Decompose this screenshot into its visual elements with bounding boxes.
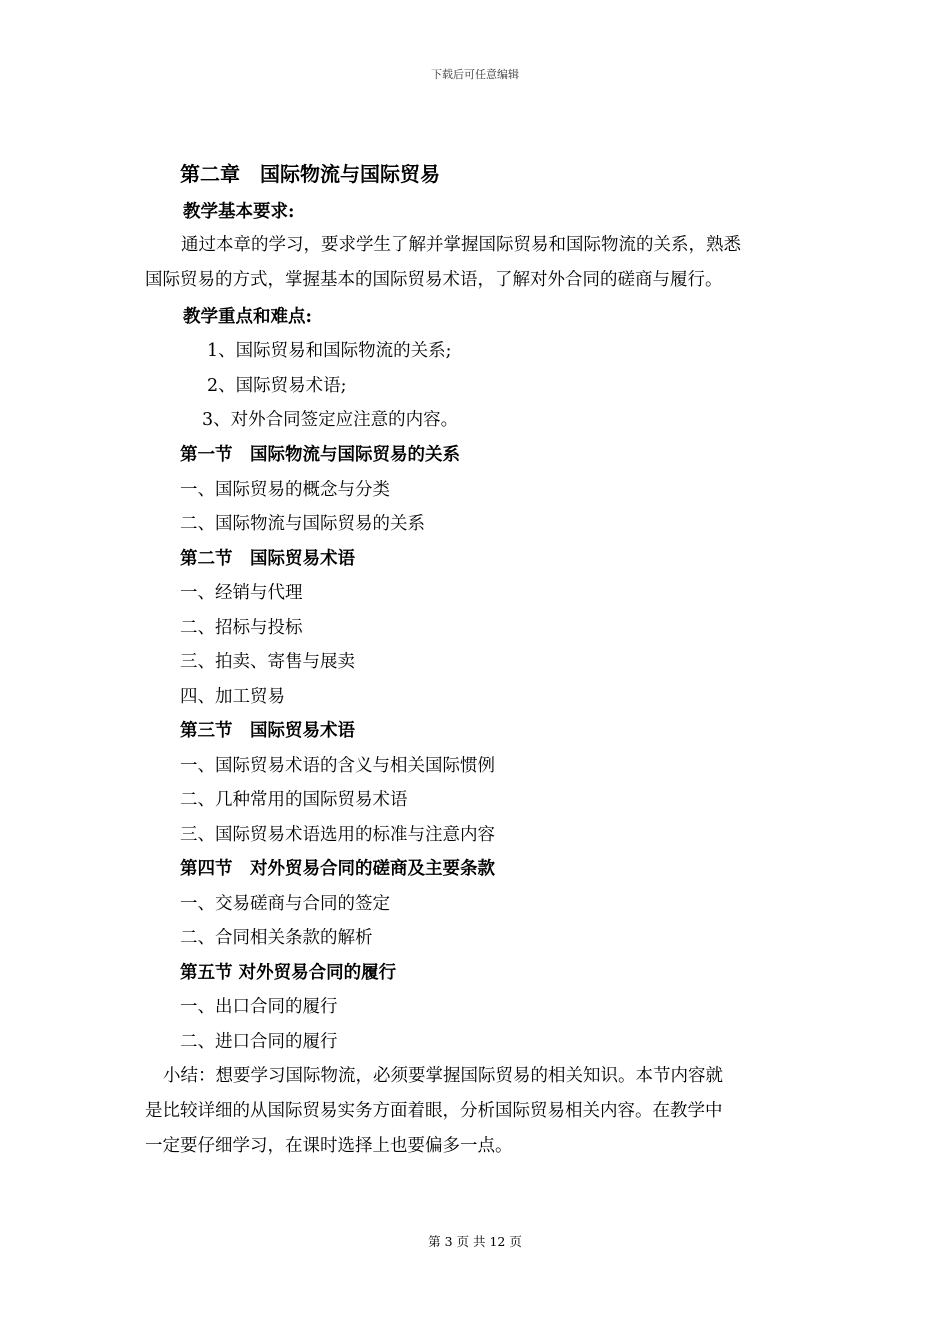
section-title: 第五节 对外贸易合同的履行 xyxy=(180,963,397,983)
section-item: 一、国际贸易的概念与分类 xyxy=(180,480,390,500)
key-point-item: 3、对外合同签定应注意的内容。 xyxy=(202,410,459,430)
section-item: 二、国际物流与国际贸易的关系 xyxy=(180,514,425,534)
section-item: 二、招标与投标 xyxy=(180,618,303,638)
requirements-paragraph-line-2: 国际贸易的方式，掌握基本的国际贸易术语，了解对外合同的磋商与履行。 xyxy=(145,270,723,290)
section-item: 一、出口合同的履行 xyxy=(180,997,338,1017)
key-point-item: 1、国际贸易和国际物流的关系; xyxy=(207,341,452,361)
section-title: 第一节 国际物流与国际贸易的关系 xyxy=(180,445,460,465)
key-point-item: 2、国际贸易术语; xyxy=(207,376,347,396)
section-item: 二、合同相关条款的解析 xyxy=(180,928,373,948)
section-title: 第三节 国际贸易术语 xyxy=(180,721,355,741)
section-item: 四、加工贸易 xyxy=(180,687,285,707)
summary-line-2: 是比较详细的从国际贸易实务方面着眼，分析国际贸易相关内容。在教学中 xyxy=(145,1101,723,1121)
summary-line-3: 一定要仔细学习，在课时选择上也要偏多一点。 xyxy=(145,1136,513,1156)
section-item: 三、国际贸易术语选用的标准与注意内容 xyxy=(180,825,495,845)
key-points-heading: 教学重点和难点: xyxy=(183,307,312,327)
section-item: 二、进口合同的履行 xyxy=(180,1032,338,1052)
requirements-heading: 教学基本要求: xyxy=(183,202,295,222)
section-item: 一、经销与代理 xyxy=(180,583,303,603)
summary-line-1: 小结：想要学习国际物流，必须要掌握国际贸易的相关知识。本节内容就 xyxy=(163,1066,723,1086)
section-item: 一、交易磋商与合同的签定 xyxy=(180,894,390,914)
section-title: 第四节 对外贸易合同的磋商及主要条款 xyxy=(180,859,495,879)
page-header: 下载后可任意编辑 xyxy=(431,68,519,81)
requirements-paragraph-line-1: 通过本章的学习，要求学生了解并掌握国际贸易和国际物流的关系，熟悉 xyxy=(181,235,741,255)
section-item: 二、几种常用的国际贸易术语 xyxy=(180,790,408,810)
section-item: 三、拍卖、寄售与展卖 xyxy=(180,652,355,672)
chapter-title: 第二章 国际物流与国际贸易 xyxy=(180,162,440,186)
section-title: 第二节 国际贸易术语 xyxy=(180,549,355,569)
section-item: 一、国际贸易术语的含义与相关国际惯例 xyxy=(180,756,495,776)
page-footer: 第 3 页 共 12 页 xyxy=(428,1234,522,1249)
